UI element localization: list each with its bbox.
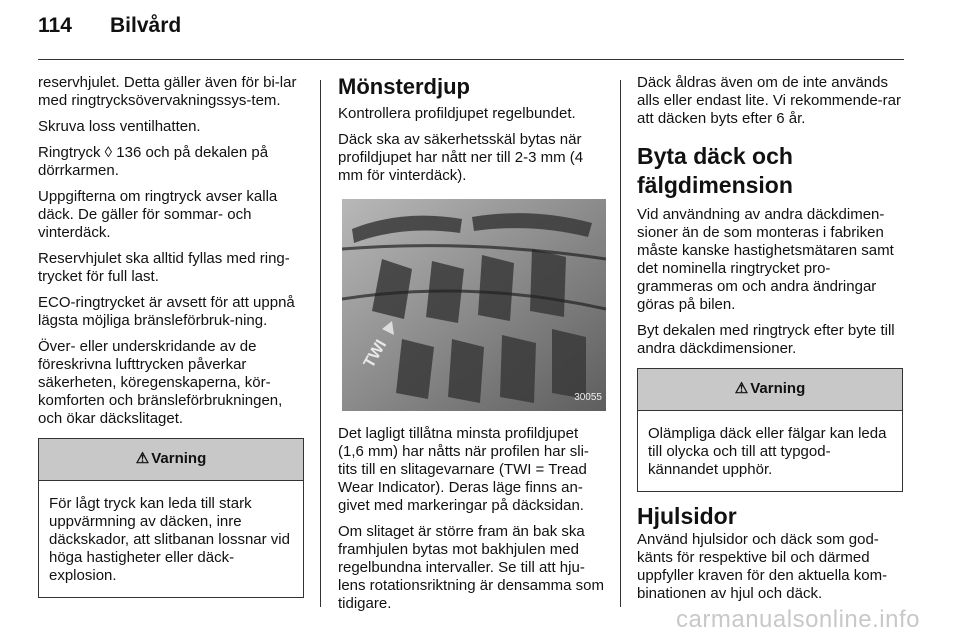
column-divider-1: [320, 80, 321, 607]
warning-header: [638, 369, 902, 411]
warning-box: [637, 368, 903, 492]
column-divider-2: [620, 80, 621, 607]
twi-label: TWI: [360, 337, 391, 371]
warning-title: Varning: [750, 380, 806, 397]
paragraph: Däck ska av säkerhetsskäl bytas när profildjupet har nått ner till 2-3 mm (4 mm för vinterdäck).: [338, 131, 584, 184]
page-number: 114: [38, 14, 72, 37]
paragraph: Byt dekalen med ringtryck efter byte till andra däckdimensioner.: [637, 322, 895, 357]
paragraph: Kontrollera profildjupet regelbundet.: [338, 105, 576, 122]
page-header: [38, 14, 181, 38]
paragraph: Skruva loss ventilhatten.: [38, 118, 201, 135]
image-code: 30055: [574, 392, 602, 403]
paragraph: Reservhjulet ska alltid fyllas med ring-trycket för full last.: [38, 250, 290, 285]
warning-title: Varning: [151, 450, 207, 467]
section-heading: Hjulsidor: [637, 503, 737, 529]
chapter-title: Bilvård: [110, 14, 182, 37]
paragraph: Om slitaget är större fram än bak ska framhjulen bytas mot bakhjulen med regelbundna intervaller. Se till att hju-lens rotationsriktning är densamma som tidigare.: [338, 523, 604, 612]
tire-tread-photo: [342, 199, 606, 411]
warning-triangle-icon: ⚠: [734, 380, 749, 397]
paragraph: reservhjulet. Detta gäller även för bi-lar med ringtrycksövervakningssys-tem.: [38, 74, 297, 109]
column-1: [38, 74, 304, 598]
paragraph: Uppgifterna om ringtryck avser kalla däck. De gäller för sommar- och vinterdäck.: [38, 188, 278, 241]
paragraph: Använd hjulsidor och däck som god-känts för respektive bil och därmed uppfyller kraven för den aktuella kom-binationen av hjul och däck.: [637, 531, 888, 602]
paragraph: ECO-ringtrycket är avsett för att uppnå lägsta möjliga bränsleförbruk-ning.: [38, 294, 295, 329]
warning-header: [39, 439, 303, 481]
warning-triangle-icon: ⚠: [135, 450, 150, 467]
watermark: carmanualsonline.info: [676, 606, 920, 633]
section-heading: Mönsterdjup: [338, 74, 470, 99]
warning-text: För lågt tryck kan leda till stark uppvärmning av däcken, inre däckskador, att slitbanan lossnar vid höga hastigheter eller däck-explosion.: [49, 495, 290, 584]
tire-tread-image: [342, 199, 606, 411]
paragraph: Det lagligt tillåtna minsta profildjupet (1,6 mm) har nåtts när profilen har sli-tits till en slitagevarnare (TWI = Tread Wear Indicator). Deras läge finns an-givet med markeringar på däcksidan.: [338, 425, 589, 514]
column-2: [338, 74, 606, 621]
section-heading: Byta däck och fälgdimension: [637, 143, 793, 198]
paragraph: Över- eller underskridande av de föreskrivna lufttrycken påverkar säkerheten, köregenskaperna, kör-komforten och bränsleförbrukningen, och ökar däckslitaget.: [38, 338, 283, 427]
paragraph: Vid användning av andra däckdimen-sioner än de som monteras i fabriken måste kanske hastighetsmätaren samt det nominella ringtrycket pro-grammeras om och andra ändringar göras på bilen.: [637, 206, 894, 313]
paragraph: Däck åldras även om de inte används alls eller endast lite. Vi rekommende-rar att däcken byts efter 6 år.: [637, 74, 902, 127]
warning-text: Olämpliga däck eller fälgar kan leda till olycka och till att typgod-kännandet upphör.: [648, 425, 887, 478]
header-rule: [38, 59, 904, 60]
warning-box: [38, 438, 304, 598]
column-3: [637, 74, 903, 611]
paragraph: Ringtryck ◊ 136 och på dekalen på dörrkarmen.: [38, 144, 269, 179]
